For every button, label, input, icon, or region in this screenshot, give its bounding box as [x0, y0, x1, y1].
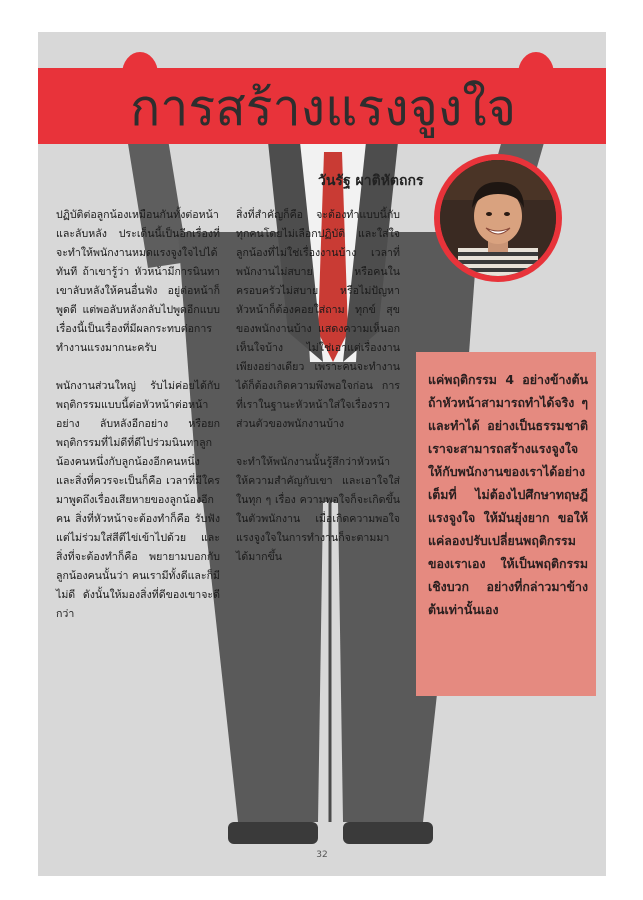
- author-name: วันรัฐ ผาติหัตถกร: [318, 173, 424, 189]
- callout-text: แค่พฤติกรรม 4 อย่างข้างต้น ถ้าหัวหน้าสามารถทำได้จริง ๆ และทำได้ อย่างเป็นธรรมชาติ เราจะสามารถสร้างแรงจูงใจให้กับพนักงานของเราได้อย่างเต็มที่ ไม่ต้องไปศึกษาทฤษฎีแรงจูงใจ ให้มันยุ่งยาก ขอให้แค่ลองปรับเปลี่ยนพฤติกรรมของเราเอง ให้เป็นพฤติกรรมเชิงบวก อย่างที่กล่าวมาข้างต้นเท่านั้นเอง: [428, 372, 588, 617]
- avatar: [440, 160, 556, 276]
- author-avatar-frame: [434, 154, 562, 282]
- page-number: 32: [316, 850, 328, 860]
- paragraph: พนักงานส่วนใหญ่ รับไม่ค่อยได้กับพฤติกรรมแบบนี้ต่อหัวหน้าต่อหน้าอย่าง ลับหลังอีกอย่าง หรือยกพฤติกรรมที่ไม่ดีที่ดีไปร่วมนินทาลูกน้องคนหนึ่งกับลูกน้องอีกคนหนึ่ง และสิ่งที่ควรจะเป็นก็คือ เวลาที่มีใครมาพูดถึงเรื่องเสียหายของลูกน้องอีกคน สิ่งที่หัวหน้าจะต้องทำก็คือ รับฟังแต่ไม่ร่วมใส่สีตีไข่เข้าไปด้วย และสิ่งที่จะต้องทำก็คือ พยายามบอกกับลูกน้องคนนั้นว่า คนเรามีทั้งดีและก็มีไม่ดี ดังนั้นให้มองสิ่งที่ดีของเขาจะดีกว่า: [56, 380, 220, 620]
- page-title: การสร้างแรงจูงใจ: [130, 79, 516, 137]
- callout-box: [416, 352, 596, 696]
- article-column-2: [236, 206, 400, 586]
- paragraph: ปฏิบัติต่อลูกน้องเหมือนกันทั้งต่อหน้าและลับหลัง ประเด็นนี้เป็นอีกเรื่องที่จะทำให้พนักงานหมดแรงจูงใจไปได้ทันที ถ้าเขารู้ว่า หัวหน้ามีการนินทาเขาลับหลังให้คนอื่นฟัง อยู่ต่อหน้าก็พูดดี แต่พอลับหลังกลับไปพูดอีกแบบ เรื่องนี้เป็นเรื่องที่มีผลกระทบต่อการทำงานแรงมากนะครับ: [56, 209, 220, 354]
- striped-shirt: [458, 248, 538, 276]
- left-shoe: [228, 822, 318, 844]
- paragraph: จะทำให้พนักงานนั้นรู้สึกว่าหัวหน้าให้ความสำคัญกับเขา และเอาใจใส่ในทุก ๆ เรื่อง ความพอใจก็จะเกิดขึ้นในตัวพนักงาน เมื่อเกิดความพอใจ แรงจูงใจในการทำงานก็จะตามมาได้มากขึ้น: [236, 456, 400, 563]
- author-photo: [440, 160, 556, 276]
- paragraph: สิ่งที่สำคัญก็คือ จะต้องทำแบบนี้กับทุกคนโดยไม่เลือกปฏิบัติ และใส่ใจลูกน้องที่ไม่ใช่เรื่องงานบ้าง เวลาที่พนักงานไม่สบาย หรือคนในครอบครัวไม่สบาย หรือไม่ปัญหา หัวหน้าก็ต้องคอยใส่ถาม ทุกข์ สุข ของพนักงานบ้าง แสดงความเห็นอกเห็นใจบ้าง ไม่ใช่เอาแต่เรื่องงานเพียงอย่างเดียว เพราะคนจะทำงานได้ก็ต้องเกิดความพึงพอใจก่อน การที่เราในฐานะหัวหน้าใส่ใจเรื่องราวส่วนตัวของพนักงานบ้าง: [236, 209, 400, 430]
- right-shoe: [343, 822, 433, 844]
- article-column-1: [56, 206, 220, 643]
